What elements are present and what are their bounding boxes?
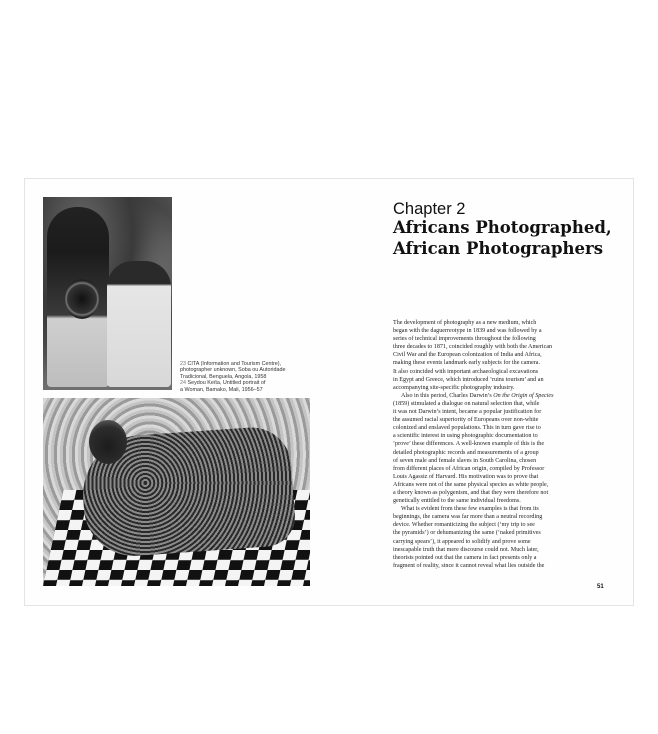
body-line: Civil War and the European colonization of India and Africa, xyxy=(393,352,542,359)
caption-24: 24 Seydou Keïta, Untitled portrait of xyxy=(180,380,266,387)
body-line: carrying spears’), it appeared to solidify and prove some xyxy=(393,538,531,545)
caption-23: 23 CITA (Information and Tourism Centre), xyxy=(180,361,282,367)
body-line: inescapable truth that mere discourse could not. Much later, xyxy=(393,546,539,553)
body-line: the assumed racial superiority of Europeans over non-white xyxy=(393,417,539,424)
body-line: in Egypt and Greece, which introduced ‘ruins tourism’ and an xyxy=(393,376,544,383)
book-title-italic: On the Origin of Species xyxy=(493,392,554,399)
body-line: detailed photographic records and measurements of a group xyxy=(393,449,539,456)
body-line: It also coincided with important archaeological excavations xyxy=(393,368,539,375)
body-line: a scientific interest in using photographic documentation to xyxy=(393,433,538,440)
chapter-title xyxy=(393,218,623,259)
photo-caption xyxy=(180,361,315,393)
page-number: 51 xyxy=(597,584,604,590)
body-line: fragment of reality, since it cannot reveal what lies outside the xyxy=(393,562,545,569)
chapter-label: Chapter 2 xyxy=(393,200,466,218)
seated-man-figure xyxy=(107,261,171,387)
body-text xyxy=(393,319,609,570)
body-line: of seven male and female slaves in South Carolina, chosen xyxy=(393,457,537,464)
body-line: ‘prove’ these differences. A well-known example of this is the xyxy=(393,441,545,448)
body-line: three decades to 1871, coincided roughly with both the American xyxy=(393,344,553,351)
body-line: making these events landmark early subjects for the camera. xyxy=(393,360,541,367)
body-line: Also in this period, Charles Darwin’s On the Origin of Species xyxy=(401,392,554,399)
body-line: colonized and enslaved populations. This in turn gave rise to xyxy=(393,425,541,432)
body-line: it was not Darwin’s intent, became a popular justification for xyxy=(393,409,542,416)
hat-shape xyxy=(65,279,99,319)
caption-line: Tradicional, Benguela, Angola, 1958 xyxy=(180,373,267,380)
body-line: What is evident from these few examples is that from its xyxy=(401,506,539,513)
caption-line: a Woman, Bamako, Mali, 1956–57 xyxy=(180,386,263,393)
body-line: the pyramids’) or dehumanizing the same (‘naked primitives xyxy=(393,530,541,537)
body-line: from different places of African origin, compiled by Professor xyxy=(393,465,545,472)
body-line: (1859) stimulated a dialogue on natural selection that, while xyxy=(393,400,540,407)
body-line: began with the daguerreotype in 1839 and was followed by a xyxy=(393,328,542,335)
body-line: accompanying site-specific photography industry. xyxy=(393,384,515,391)
body-line: series of technical improvements throughout the following xyxy=(393,336,536,343)
body-line: beginnings, the camera was far more than a neutral recording xyxy=(393,514,543,521)
body-line: a theory known as polygenism, and that they were therefore not xyxy=(393,489,549,496)
photo-reclining-woman xyxy=(43,398,310,586)
body-line: theorists pointed out that the camera in fact presents only a xyxy=(393,554,537,561)
body-line: Louis Agassiz of Harvard. His motivation was to prove that xyxy=(393,473,539,480)
caption-line: photographer unknown, Soba ou Autoridade xyxy=(180,367,286,374)
body-line: Africans were not of the same physical species as white people, xyxy=(393,481,549,488)
body-line: device. Whether romanticizing the subject (‘my trip to see xyxy=(393,522,535,529)
photo-two-men-portrait xyxy=(43,197,172,390)
title-line: African Photographers xyxy=(393,238,604,258)
body-line: genetically entitled to the same individual freedoms. xyxy=(393,498,521,505)
body-line: The development of photography as a new medium, which xyxy=(393,320,537,326)
woman-head xyxy=(89,420,127,464)
title-line: Africans Photographed, xyxy=(393,218,612,237)
